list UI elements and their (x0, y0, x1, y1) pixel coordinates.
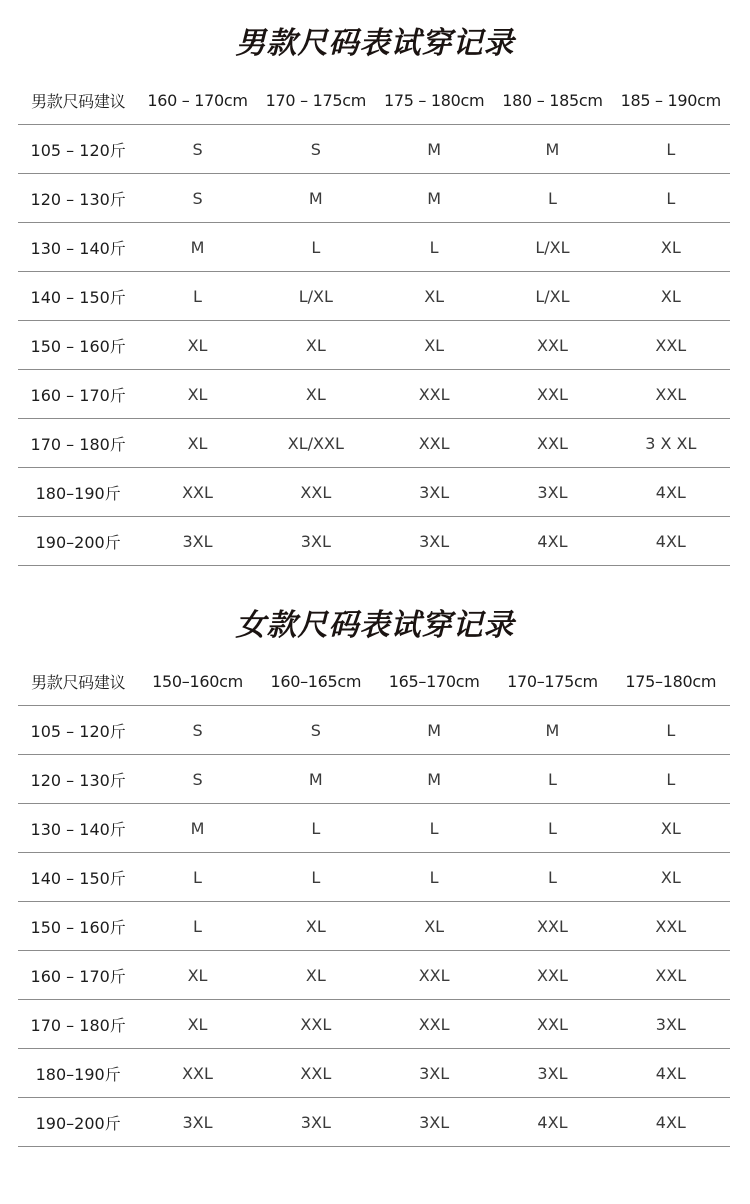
size-cell: XL (138, 951, 256, 1000)
men-header-row (18, 76, 730, 125)
size-cell: 3XL (257, 517, 375, 566)
size-cell: 4XL (612, 468, 730, 517)
weight-range-cell: 150 – 160斤 (18, 902, 138, 951)
size-cell: XL (612, 223, 730, 272)
men-header-height-2: 170 – 175cm (257, 76, 375, 125)
size-cell: XXL (493, 951, 611, 1000)
women-table-title: 女款尺码表试穿记录 (235, 608, 515, 643)
table-row (18, 223, 730, 272)
size-cell: L (493, 853, 611, 902)
size-cell: L (257, 223, 375, 272)
men-header-label: 男款尺码建议 (18, 76, 138, 125)
women-header-label: 男款尺码建议 (18, 657, 138, 706)
table-row (18, 853, 730, 902)
size-cell: XXL (493, 419, 611, 468)
women-header-height-5: 175–180cm (612, 657, 730, 706)
size-cell: XXL (257, 1000, 375, 1049)
size-cell: XL (375, 272, 493, 321)
size-cell: XXL (375, 951, 493, 1000)
size-cell: XXL (493, 1000, 611, 1049)
size-cell: S (138, 706, 256, 755)
size-cell: 3XL (375, 468, 493, 517)
size-cell: M (138, 223, 256, 272)
size-cell: M (375, 125, 493, 174)
size-cell: M (375, 706, 493, 755)
women-header-height-1: 150–160cm (138, 657, 256, 706)
weight-range-cell: 140 – 150斤 (18, 853, 138, 902)
size-cell: XL (257, 951, 375, 1000)
size-cell: L (493, 804, 611, 853)
women-header-height-3: 165–170cm (375, 657, 493, 706)
size-cell: M (375, 755, 493, 804)
men-table-title: 男款尺码表试穿记录 (235, 26, 515, 61)
table-row (18, 902, 730, 951)
men-table-body (18, 125, 730, 566)
size-cell: XXL (493, 370, 611, 419)
weight-range-cell: 130 – 140斤 (18, 804, 138, 853)
size-cell: XXL (375, 1000, 493, 1049)
size-cell: XXL (138, 468, 256, 517)
size-cell: L/XL (493, 223, 611, 272)
women-header-height-4: 170–175cm (493, 657, 611, 706)
size-cell: L (612, 125, 730, 174)
size-cell: L (375, 853, 493, 902)
size-cell: 3XL (375, 1049, 493, 1098)
table-row (18, 755, 730, 804)
size-cell: XL (138, 1000, 256, 1049)
weight-range-cell: 120 – 130斤 (18, 174, 138, 223)
weight-range-cell: 170 – 180斤 (18, 1000, 138, 1049)
men-header-height-1: 160 – 170cm (138, 76, 256, 125)
table-row (18, 321, 730, 370)
weight-range-cell: 160 – 170斤 (18, 951, 138, 1000)
size-cell: L/XL (257, 272, 375, 321)
size-cell: XXL (257, 1049, 375, 1098)
table-row (18, 1049, 730, 1098)
size-cell: L (375, 804, 493, 853)
weight-range-cell: 140 – 150斤 (18, 272, 138, 321)
size-cell: XXL (493, 902, 611, 951)
size-cell: XL (257, 370, 375, 419)
women-size-table (18, 657, 730, 1147)
women-table-body (18, 706, 730, 1147)
size-cell: 4XL (493, 517, 611, 566)
men-size-table (18, 76, 730, 566)
weight-range-cell: 180–190斤 (18, 1049, 138, 1098)
size-cell: M (257, 755, 375, 804)
size-cell: XXL (493, 321, 611, 370)
size-cell: XXL (375, 419, 493, 468)
size-cell: 3 X XL (612, 419, 730, 468)
size-cell: XXL (138, 1049, 256, 1098)
weight-range-cell: 170 – 180斤 (18, 419, 138, 468)
size-cell: 3XL (375, 517, 493, 566)
table-row (18, 468, 730, 517)
size-cell: L (612, 706, 730, 755)
weight-range-cell: 190–200斤 (18, 517, 138, 566)
size-cell: L (257, 853, 375, 902)
size-cell: L (375, 223, 493, 272)
weight-range-cell: 150 – 160斤 (18, 321, 138, 370)
weight-range-cell: 160 – 170斤 (18, 370, 138, 419)
size-cell: XL (257, 902, 375, 951)
size-cell: S (138, 755, 256, 804)
size-cell: XL (138, 419, 256, 468)
size-cell: 3XL (257, 1098, 375, 1147)
size-cell: 3XL (138, 517, 256, 566)
weight-range-cell: 130 – 140斤 (18, 223, 138, 272)
size-cell: XL (138, 370, 256, 419)
weight-range-cell: 180–190斤 (18, 468, 138, 517)
size-cell: XL/XXL (257, 419, 375, 468)
table-row (18, 951, 730, 1000)
table-row (18, 174, 730, 223)
size-cell: XL (375, 902, 493, 951)
table-row (18, 1000, 730, 1049)
size-cell: XL (138, 321, 256, 370)
size-cell: L (138, 272, 256, 321)
size-cell: 4XL (612, 1098, 730, 1147)
size-cell: L (612, 174, 730, 223)
table-row (18, 272, 730, 321)
size-cell: 3XL (138, 1098, 256, 1147)
weight-range-cell: 105 – 120斤 (18, 125, 138, 174)
size-cell: 4XL (612, 517, 730, 566)
size-cell: 3XL (493, 468, 611, 517)
women-header-height-2: 160–165cm (257, 657, 375, 706)
size-cell: XL (612, 804, 730, 853)
size-cell: 4XL (493, 1098, 611, 1147)
size-cell: XL (612, 272, 730, 321)
weight-range-cell: 120 – 130斤 (18, 755, 138, 804)
size-cell: L (138, 853, 256, 902)
size-cell: M (138, 804, 256, 853)
men-header-height-4: 180 – 185cm (493, 76, 611, 125)
size-cell: 4XL (612, 1049, 730, 1098)
size-cell: L/XL (493, 272, 611, 321)
size-cell: L (612, 755, 730, 804)
table-row (18, 419, 730, 468)
size-cell: XXL (375, 370, 493, 419)
size-cell: XL (257, 321, 375, 370)
men-header-height-3: 175 – 180cm (375, 76, 493, 125)
size-cell: XXL (612, 321, 730, 370)
size-cell: M (493, 706, 611, 755)
size-cell: XXL (612, 370, 730, 419)
size-cell: XL (375, 321, 493, 370)
size-cell: S (138, 125, 256, 174)
men-header-height-5: 185 – 190cm (612, 76, 730, 125)
table-row (18, 125, 730, 174)
table-row (18, 370, 730, 419)
size-cell: M (493, 125, 611, 174)
size-cell: XXL (612, 902, 730, 951)
size-cell: L (138, 902, 256, 951)
size-cell: M (257, 174, 375, 223)
size-cell: XXL (612, 951, 730, 1000)
women-header-row (18, 657, 730, 706)
size-cell: XL (612, 853, 730, 902)
size-cell: L (257, 804, 375, 853)
size-cell: L (493, 755, 611, 804)
table-row (18, 804, 730, 853)
weight-range-cell: 190–200斤 (18, 1098, 138, 1147)
size-cell: S (257, 125, 375, 174)
table-row (18, 1098, 730, 1147)
size-cell: S (257, 706, 375, 755)
table-row (18, 706, 730, 755)
size-cell: XXL (257, 468, 375, 517)
size-cell: 3XL (493, 1049, 611, 1098)
size-cell: 3XL (612, 1000, 730, 1049)
weight-range-cell: 105 – 120斤 (18, 706, 138, 755)
size-cell: L (493, 174, 611, 223)
table-row (18, 517, 730, 566)
size-cell: 3XL (375, 1098, 493, 1147)
size-cell: M (375, 174, 493, 223)
size-cell: S (138, 174, 256, 223)
